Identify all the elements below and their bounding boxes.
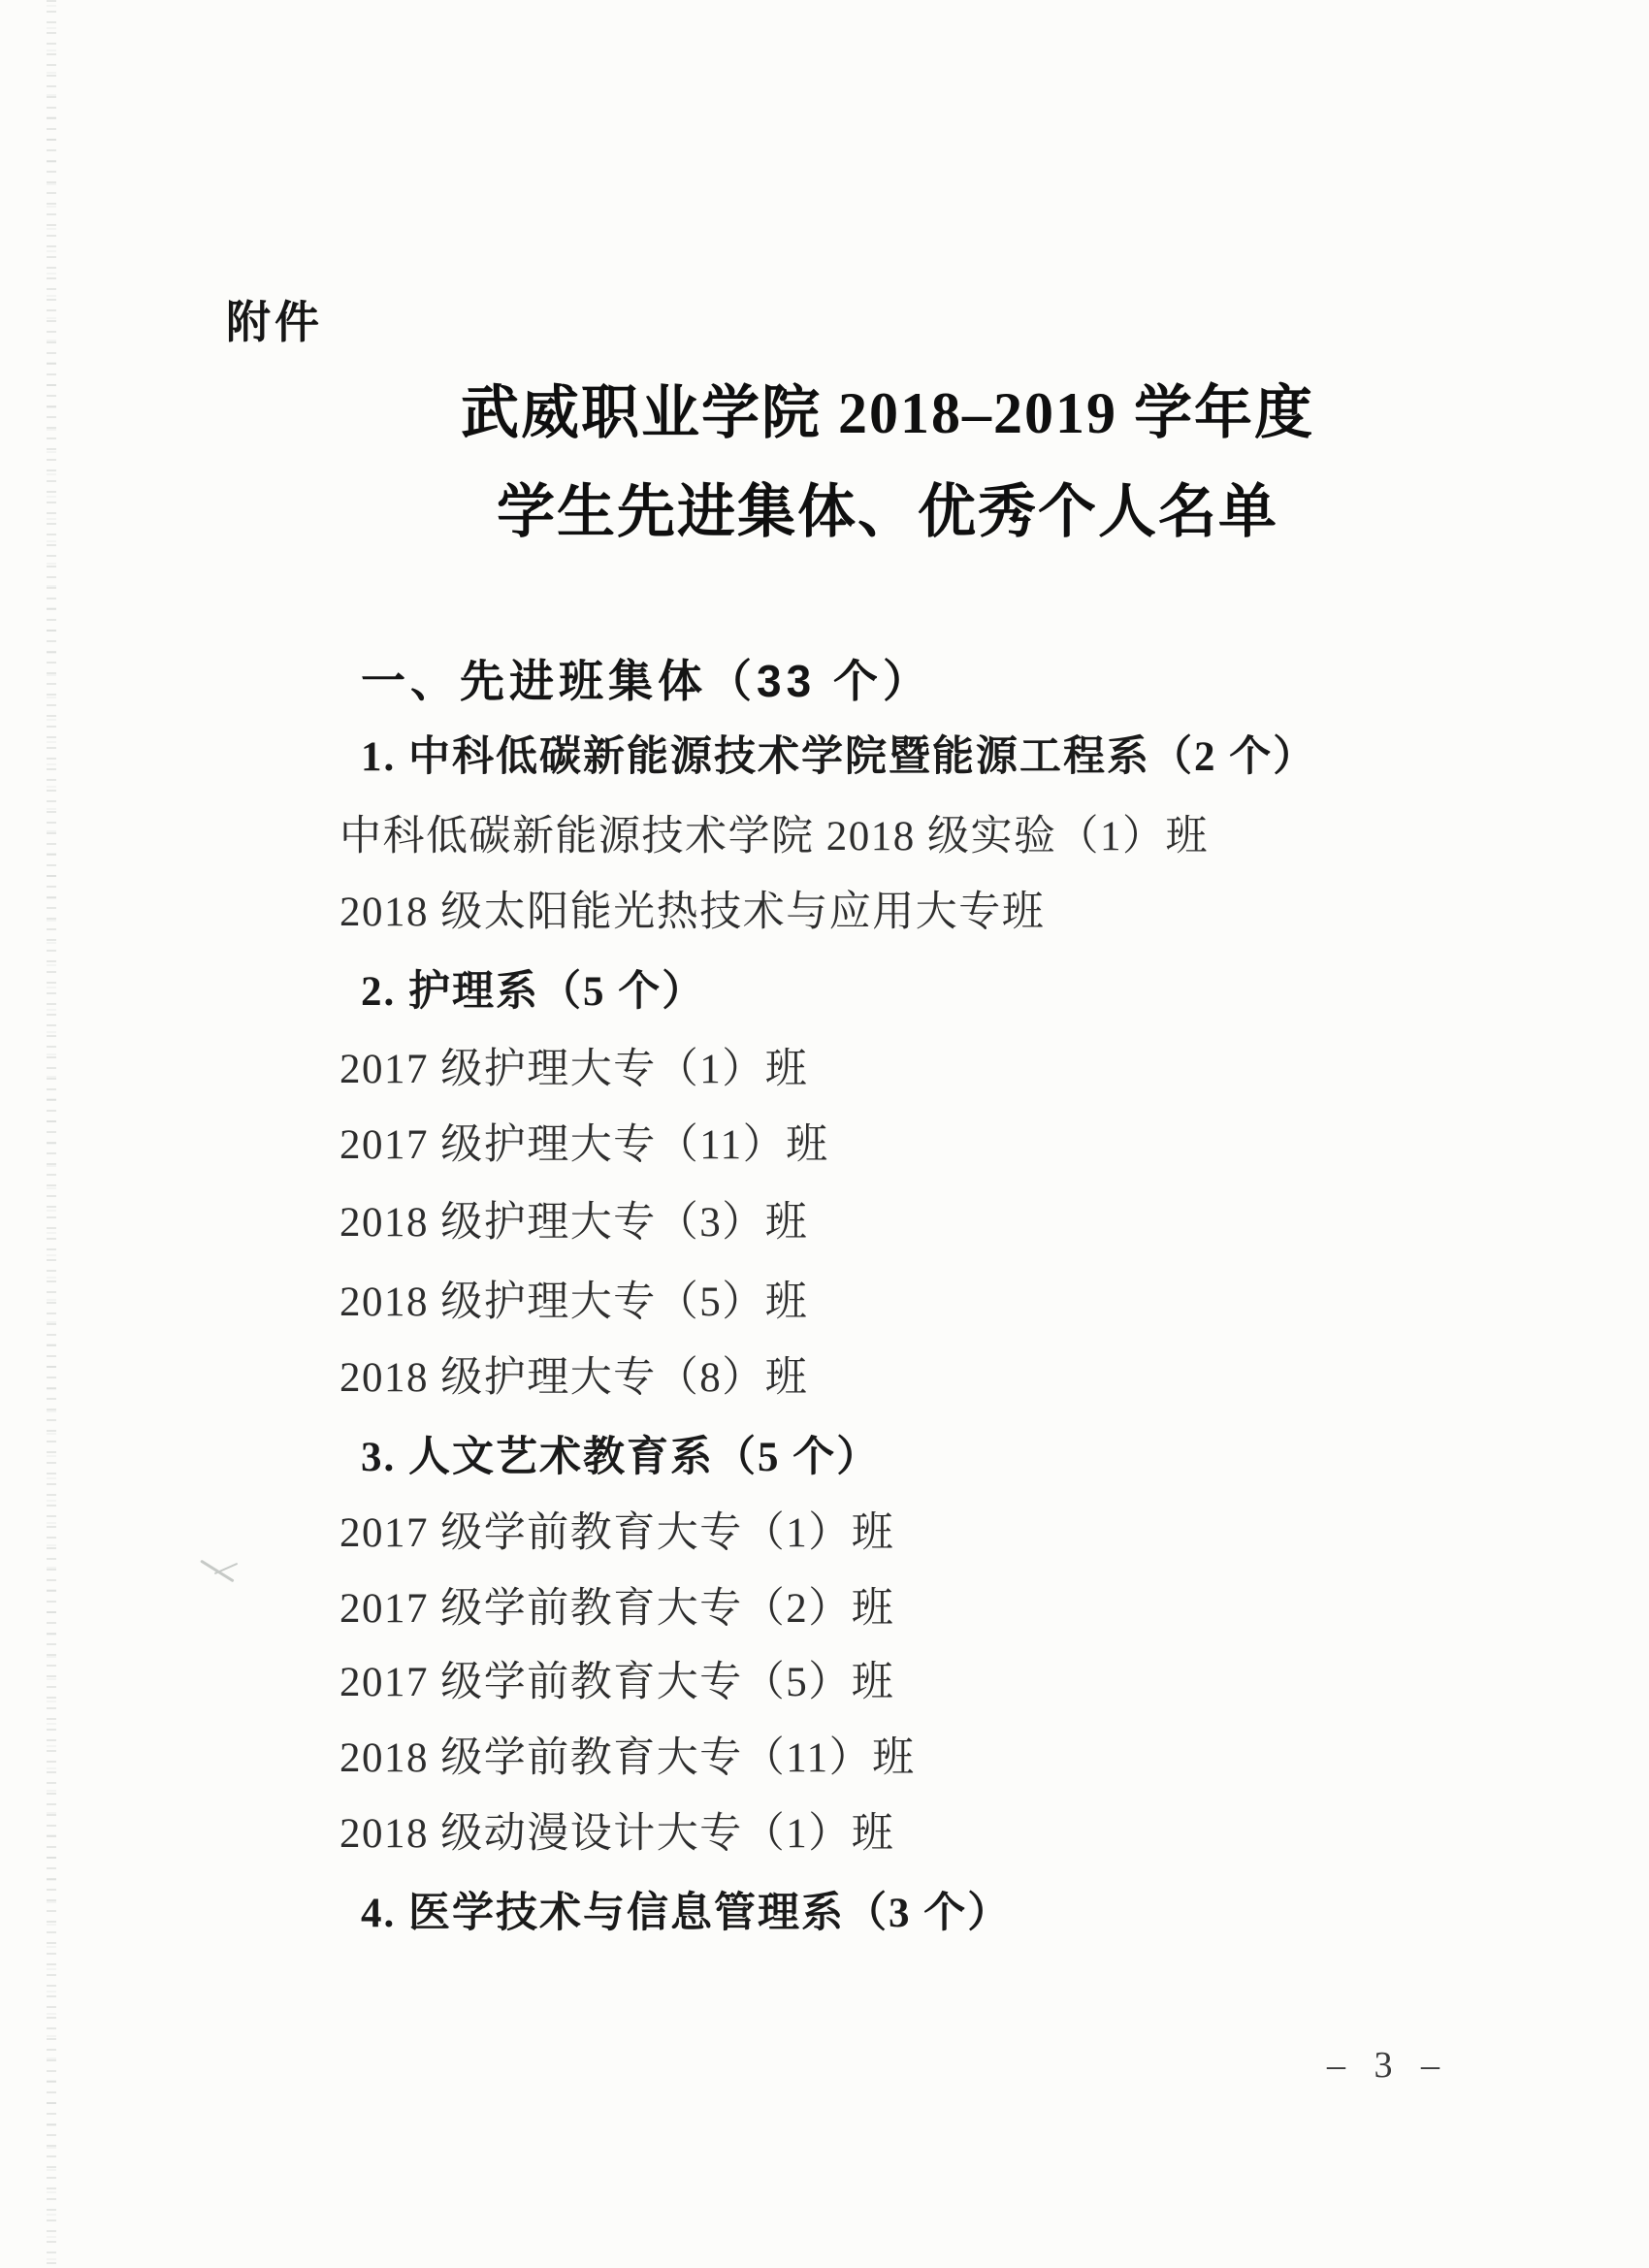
document-title-line1: 武威职业学院 2018–2019 学年度	[461, 381, 1314, 445]
list-item: 2017 级护理大专（11）班	[340, 1122, 829, 1168]
section-heading: 一、先进班集体（33 个）	[361, 656, 932, 706]
group-heading-medical-tech: 4. 医学技术与信息管理系（3 个）	[361, 1891, 1012, 1936]
list-item: 2018 级护理大专（8）班	[340, 1355, 809, 1401]
smudge-mark	[192, 1562, 250, 1603]
list-item: 2018 级护理大专（5）班	[340, 1280, 809, 1325]
page-number: – 3 –	[1327, 2045, 1449, 2086]
group-heading-humanities: 3. 人文艺术教育系（5 个）	[361, 1435, 881, 1480]
list-item: 2017 级学前教育大专（2）班	[340, 1586, 895, 1632]
document-title-line2: 学生先进集体、优秀个人名单	[497, 480, 1278, 544]
group-heading-energy: 1. 中科低碳新能源技术学院暨能源工程系（2 个）	[361, 734, 1317, 780]
list-item: 2017 级学前教育大专（1）班	[340, 1510, 895, 1556]
group-heading-nursing: 2. 护理系（5 个）	[361, 969, 706, 1015]
list-item: 2017 级学前教育大专（5）班	[340, 1660, 895, 1705]
scan-noise-strip	[47, 0, 56, 2268]
attachment-label: 附件	[226, 297, 323, 347]
list-item: 2018 级学前教育大专（11）班	[340, 1735, 916, 1781]
list-item: 2017 级护理大专（1）班	[340, 1047, 809, 1092]
list-item: 中科低碳新能源技术学院 2018 级实验（1）班	[340, 814, 1209, 859]
list-item: 2018 级护理大专（3）班	[340, 1200, 809, 1246]
list-item: 2018 级太阳能光热技术与应用大专班	[340, 890, 1046, 935]
list-item: 2018 级动漫设计大专（1）班	[340, 1811, 895, 1857]
